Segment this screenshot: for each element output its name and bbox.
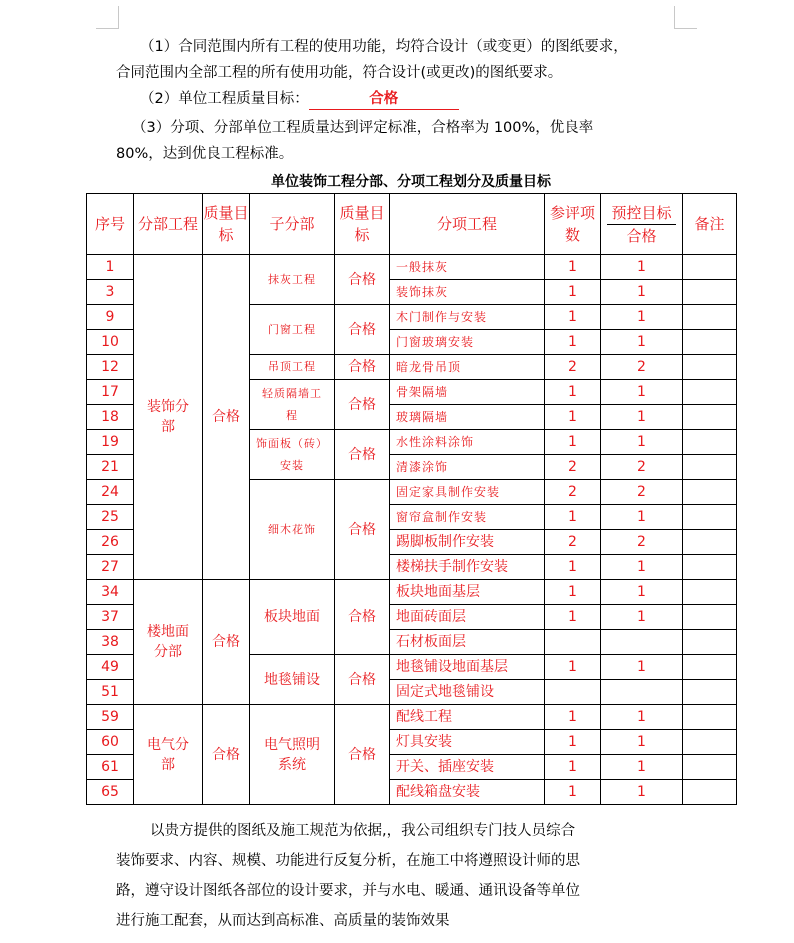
closing-line-2: 装饰要求、内容、规模、功能进行反复分析，在施工中将遵照设计师的思 xyxy=(116,853,580,869)
row-item: 玻璃隔墙 xyxy=(390,405,545,430)
subdivision-quality: 合格 xyxy=(335,480,390,580)
row-no: 60 xyxy=(87,730,134,755)
row-item: 窗帘盒制作安装 xyxy=(390,505,545,530)
page-corner-mark-left xyxy=(96,6,119,29)
row-no: 65 xyxy=(87,780,134,805)
row-no: 17 xyxy=(87,380,134,405)
row-count: 2 xyxy=(545,530,601,555)
row-note xyxy=(683,780,737,805)
row-item: 开关、插座安装 xyxy=(390,755,545,780)
row-target: 1 xyxy=(601,255,683,280)
row-item: 灯具安装 xyxy=(390,730,545,755)
row-item: 装饰抹灰 xyxy=(390,280,545,305)
row-item: 石材板面层 xyxy=(390,630,545,655)
row-note xyxy=(683,430,737,455)
row-no: 24 xyxy=(87,480,134,505)
row-count: 1 xyxy=(545,705,601,730)
row-item: 骨架隔墙 xyxy=(390,380,545,405)
row-count: 1 xyxy=(545,330,601,355)
header-item: 分项工程 xyxy=(390,194,545,255)
row-item: 水性涂料涂饰 xyxy=(390,430,545,455)
row-count: 1 xyxy=(545,730,601,755)
intro-line-2: 合同范围内全部工程的所有使用功能，符合设计(或更改)的图纸要求。 xyxy=(116,65,563,81)
row-count: 1 xyxy=(545,280,601,305)
row-no: 49 xyxy=(87,655,134,680)
row-count: 2 xyxy=(545,455,601,480)
row-count xyxy=(545,680,601,705)
row-note xyxy=(683,730,737,755)
subdivision-quality: 合格 xyxy=(335,580,390,655)
row-count: 1 xyxy=(545,555,601,580)
row-no: 1 xyxy=(87,255,134,280)
subdivision-quality: 合格 xyxy=(335,355,390,380)
row-note xyxy=(683,505,737,530)
row-target: 1 xyxy=(601,405,683,430)
row-item: 地面砖面层 xyxy=(390,605,545,630)
row-target: 1 xyxy=(601,780,683,805)
row-count: 1 xyxy=(545,580,601,605)
row-target: 1 xyxy=(601,705,683,730)
row-item: 暗龙骨吊顶 xyxy=(390,355,545,380)
page-corner-mark-right xyxy=(674,6,697,29)
row-target: 1 xyxy=(601,430,683,455)
row-target: 1 xyxy=(601,730,683,755)
subdivision-quality: 合格 xyxy=(335,705,390,805)
row-count: 1 xyxy=(545,305,601,330)
subdivision-name: 板块地面 xyxy=(250,580,335,655)
row-item: 清漆涂饰 xyxy=(390,455,545,480)
row-note xyxy=(683,355,737,380)
subdivision-name: 轻质隔墙工程 xyxy=(250,380,335,430)
row-note xyxy=(683,330,737,355)
row-count: 1 xyxy=(545,655,601,680)
subdivision-name: 饰面板（砖）安装 xyxy=(250,430,335,480)
row-count: 2 xyxy=(545,480,601,505)
row-count: 2 xyxy=(545,355,601,380)
row-note xyxy=(683,555,737,580)
quality-target-label: （2）单位工程质量目标： xyxy=(140,91,309,107)
row-note xyxy=(683,530,737,555)
row-item: 固定家具制作安装 xyxy=(390,480,545,505)
closing-line-1: 以贵方提供的图纸及施工规范为依据,，我公司组织专门技人员综合 xyxy=(150,823,576,839)
row-note xyxy=(683,480,737,505)
row-item: 踢脚板制作安装 xyxy=(390,530,545,555)
row-item: 木门制作与安装 xyxy=(390,305,545,330)
subdivision-name: 电气照明系统 xyxy=(250,705,335,805)
subdivision-quality: 合格 xyxy=(335,380,390,430)
table-header-row xyxy=(87,194,737,255)
row-item: 配线工程 xyxy=(390,705,545,730)
header-quality2: 质量目标 xyxy=(335,194,390,255)
table-title: 单位装饰工程分部、分项工程划分及质量目标 xyxy=(271,174,551,190)
header-no: 序号 xyxy=(87,194,134,255)
row-no: 3 xyxy=(87,280,134,305)
header-target-bottom: 合格 xyxy=(626,226,657,245)
row-no: 9 xyxy=(87,305,134,330)
row-no: 21 xyxy=(87,455,134,480)
division-name: 楼地面分部 xyxy=(134,580,203,705)
row-target: 2 xyxy=(601,530,683,555)
row-target: 1 xyxy=(601,555,683,580)
row-target xyxy=(601,630,683,655)
row-target xyxy=(601,680,683,705)
header-note: 备注 xyxy=(683,194,737,255)
row-note xyxy=(683,255,737,280)
row-note xyxy=(683,705,737,730)
row-note xyxy=(683,455,737,480)
header-quality1: 质量目标 xyxy=(203,194,250,255)
row-note xyxy=(683,405,737,430)
row-count: 1 xyxy=(545,780,601,805)
row-target: 1 xyxy=(601,330,683,355)
row-item: 一般抹灰 xyxy=(390,255,545,280)
row-note xyxy=(683,305,737,330)
row-no: 37 xyxy=(87,605,134,630)
row-target: 2 xyxy=(601,355,683,380)
row-target: 1 xyxy=(601,305,683,330)
row-count: 1 xyxy=(545,505,601,530)
header-target xyxy=(601,194,683,255)
header-count: 参评项数 xyxy=(545,194,601,255)
row-note xyxy=(683,655,737,680)
subdivision-name: 门窗工程 xyxy=(250,305,335,355)
row-target: 2 xyxy=(601,455,683,480)
table-row xyxy=(87,705,737,730)
subdivision-quality: 合格 xyxy=(335,255,390,305)
row-target: 1 xyxy=(601,605,683,630)
row-no: 59 xyxy=(87,705,134,730)
intro-line-5: 80%，达到优良工程标准。 xyxy=(116,146,294,162)
subdivision-name: 抹灰工程 xyxy=(250,255,335,305)
intro-line-1: （1）合同范围内所有工程的使用功能，均符合设计（或变更）的图纸要求， xyxy=(140,39,628,55)
division-quality: 合格 xyxy=(203,580,250,705)
closing-line-4: 进行施工配套，从而达到高标准、高质量的装饰效果 xyxy=(116,913,450,929)
row-no: 18 xyxy=(87,405,134,430)
row-count: 1 xyxy=(545,405,601,430)
row-item: 板块地面基层 xyxy=(390,580,545,605)
row-note xyxy=(683,605,737,630)
row-note xyxy=(683,680,737,705)
subdivision-name: 吊顶工程 xyxy=(250,355,335,380)
row-note xyxy=(683,580,737,605)
row-no: 10 xyxy=(87,330,134,355)
header-division: 分部工程 xyxy=(134,194,203,255)
row-target: 1 xyxy=(601,655,683,680)
row-no: 34 xyxy=(87,580,134,605)
row-no: 19 xyxy=(87,430,134,455)
subdivision-quality: 合格 xyxy=(335,305,390,355)
row-count: 1 xyxy=(545,755,601,780)
intro-line-4: （3）分项、分部单位工程质量达到评定标准，合格率为 100%，优良率 xyxy=(132,120,594,136)
quality-target-value: 合格 xyxy=(309,89,459,110)
row-no: 27 xyxy=(87,555,134,580)
row-count xyxy=(545,630,601,655)
row-no: 38 xyxy=(87,630,134,655)
row-item: 固定式地毯铺设 xyxy=(390,680,545,705)
table-row xyxy=(87,580,737,605)
row-count: 1 xyxy=(545,380,601,405)
closing-line-3: 路，遵守设计图纸各部位的设计要求，并与水电、暖通、通讯设备等单位 xyxy=(116,883,580,899)
row-note xyxy=(683,755,737,780)
header-subdivision: 子分部 xyxy=(250,194,335,255)
row-note xyxy=(683,380,737,405)
row-item: 地毯铺设地面基层 xyxy=(390,655,545,680)
quality-target-table xyxy=(86,193,737,805)
row-no: 51 xyxy=(87,680,134,705)
subdivision-name: 地毯铺设 xyxy=(250,655,335,705)
row-note xyxy=(683,280,737,305)
row-note xyxy=(683,630,737,655)
row-target: 1 xyxy=(601,755,683,780)
row-count: 1 xyxy=(545,430,601,455)
row-item: 配线箱盘安装 xyxy=(390,780,545,805)
row-no: 26 xyxy=(87,530,134,555)
row-no: 12 xyxy=(87,355,134,380)
row-target: 1 xyxy=(601,505,683,530)
intro-line-3 xyxy=(140,89,459,110)
division-name: 装饰分部 xyxy=(134,255,203,580)
row-no: 25 xyxy=(87,505,134,530)
row-target: 1 xyxy=(601,580,683,605)
row-count: 1 xyxy=(545,605,601,630)
row-target: 1 xyxy=(601,380,683,405)
division-quality: 合格 xyxy=(203,705,250,805)
row-no: 61 xyxy=(87,755,134,780)
row-target: 1 xyxy=(601,280,683,305)
subdivision-quality: 合格 xyxy=(335,430,390,480)
subdivision-quality: 合格 xyxy=(335,655,390,705)
row-target: 2 xyxy=(601,480,683,505)
table-row xyxy=(87,255,737,280)
row-item: 门窗玻璃安装 xyxy=(390,330,545,355)
division-quality: 合格 xyxy=(203,255,250,580)
row-item: 楼梯扶手制作安装 xyxy=(390,555,545,580)
subdivision-name: 细木花饰 xyxy=(250,480,335,580)
row-count: 1 xyxy=(545,255,601,280)
header-target-top: 预控目标 xyxy=(607,202,676,225)
division-name: 电气分部 xyxy=(134,705,203,805)
